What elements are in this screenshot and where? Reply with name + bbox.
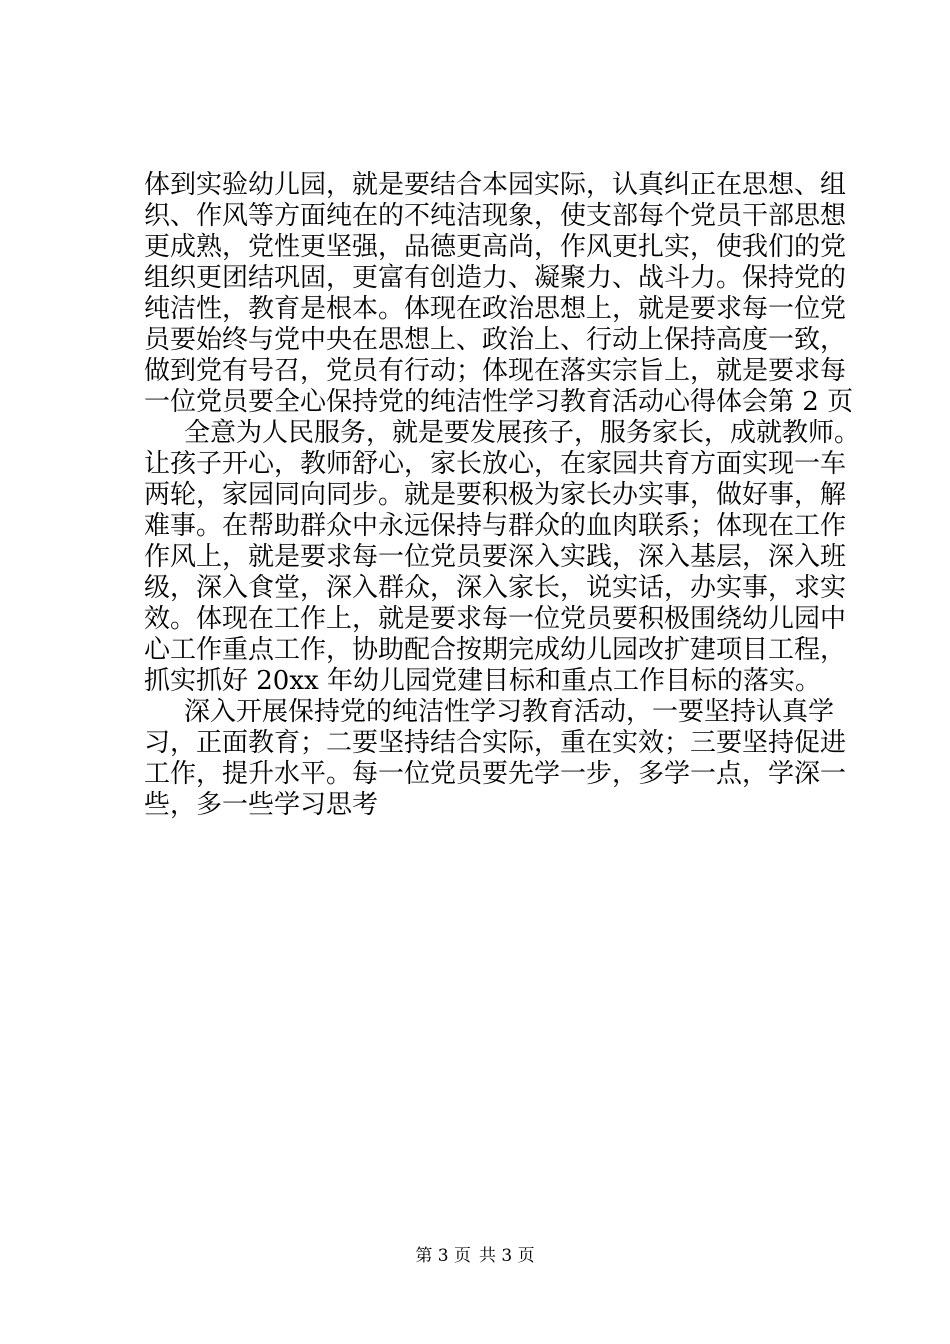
text-line: 一位党员要全心保持党的纯洁性学习教育活动心得体会第 2 页 [144, 387, 854, 417]
text-line: 做到党有号召，党员有行动；体现在落实宗旨上，就是要求每 [144, 356, 847, 386]
text-line: 效。体现在工作上，就是要求每一位党员要积极围绕幼儿园中 [144, 604, 847, 634]
paragraph-2 [144, 418, 861, 697]
text-line: 员要始终与党中央在思想上、政治上、行动上保持高度一致， [144, 325, 847, 355]
paragraph-1 [144, 170, 854, 418]
text-line: 心工作重点工作，协助配合按期完成幼儿园改扩建项目工程， [144, 635, 847, 665]
paragraph-3 [144, 697, 847, 821]
text-line: 深入开展保持党的纯洁性学习教育活动，一要坚持认真学 [184, 697, 835, 727]
text-line: 习，正面教育；二要坚持结合实际，重在实效；三要坚持促进 [144, 728, 847, 758]
text-line: 两轮，家园同向同步。就是要积极为家长办实事，做好事，解 [144, 480, 847, 510]
text-line: 难事。在帮助群众中永远保持与群众的血肉联系；体现在工作 [144, 511, 847, 541]
page-footer [0, 1245, 950, 1267]
text-line: 更成熟，党性更坚强，品德更高尚，作风更扎实，使我们的党 [144, 232, 847, 262]
text-line: 作风上，就是要求每一位党员要深入实践，深入基层，深入班 [144, 542, 847, 572]
text-line: 工作，提升水平。每一位党员要先学一步，多学一点，学深一 [144, 759, 847, 789]
text-line: 全意为人民服务，就是要发展孩子，服务家长，成就教师。 [184, 418, 861, 448]
text-line: 组织更团结巩固，更富有创造力、凝聚力、战斗力。保持党的 [144, 263, 847, 293]
text-line: 抓实抓好 20xx 年幼儿园党建目标和重点工作目标的落实。 [144, 666, 821, 696]
page-number-total: 共 3 页 [479, 1246, 535, 1266]
page-number-current: 第 3 页 [415, 1246, 471, 1266]
text-line: 些，多一些学习思考 [144, 790, 379, 820]
text-line: 纯洁性，教育是根本。体现在政治思想上，就是要求每一位党 [144, 294, 847, 324]
text-line: 级，深入食堂，深入群众，深入家长，说实话，办实事，求实 [144, 573, 847, 603]
document-body [144, 170, 861, 821]
text-line: 织、作风等方面纯在的不纯洁现象，使支部每个党员干部思想 [144, 201, 847, 231]
text-line: 体到实验幼儿园，就是要结合本园实际，认真纠正在思想、组 [144, 170, 847, 200]
text-line: 让孩子开心，教师舒心，家长放心，在家园共育方面实现一车 [144, 449, 847, 479]
